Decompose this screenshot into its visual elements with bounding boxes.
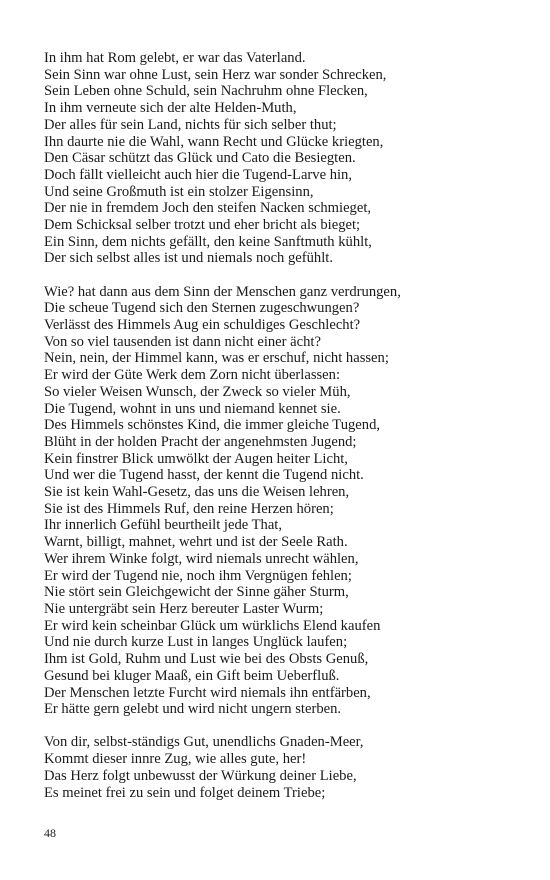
verse-line: Er wird der Güte Werk dem Zorn nicht überlassen: bbox=[44, 367, 341, 384]
stanza bbox=[44, 734, 514, 801]
verse-line: Von so viel tausenden ist dann nicht einer ächt? bbox=[44, 333, 321, 350]
stanza bbox=[44, 284, 514, 718]
verse-line: Doch fällt vielleicht auch hier die Tugend-Larve hin, bbox=[44, 166, 353, 183]
verse-line: Des Himmels schönstes Kind, die immer gleiche Tugend, bbox=[44, 417, 381, 434]
verse-line: Ihn daurte nie die Wahl, wann Recht und Glücke kriegten, bbox=[44, 133, 384, 150]
verse-line: Die scheue Tugend sich den Sternen zugeschwungen? bbox=[44, 300, 360, 317]
verse-line: Nie stört sein Gleichgewicht der Sinne gäher Sturm, bbox=[44, 584, 349, 601]
verse-line: Sein Sinn war ohne Lust, sein Herz war sonder Schrecken, bbox=[44, 66, 387, 83]
verse-line: Ein Sinn, dem nichts gefällt, den keine Sanftmuth kühlt, bbox=[44, 233, 372, 250]
verse-line: Der sich selbst alles ist und niemals noch gefühlt. bbox=[44, 250, 333, 267]
verse-line: Es meinet frei zu sein und folget deinem Triebe; bbox=[44, 784, 326, 801]
poem-body bbox=[44, 50, 514, 818]
verse-line: Der nie in fremdem Joch den steifen Nacken schmieget, bbox=[44, 200, 372, 217]
verse-line: Kommt dieser innre Zug, wie alles gute, her! bbox=[44, 751, 307, 768]
verse-line: Und seine Großmuth ist ein stolzer Eigensinn, bbox=[44, 183, 314, 200]
verse-line: Gesund bei kluger Maaß, ein Gift beim Ueberfluß. bbox=[44, 667, 340, 684]
verse-line: Von dir, selbst-ständigs Gut, unendlichs Gnaden-Meer, bbox=[44, 734, 364, 751]
verse-line: So vieler Weisen Wunsch, der Zweck so vieler Müh, bbox=[44, 383, 351, 400]
verse-line: Der Menschen letzte Furcht wird niemals ihn entfärben, bbox=[44, 684, 371, 701]
verse-line: Die Tugend, wohnt in uns und niemand kennet sie. bbox=[44, 400, 341, 417]
verse-line: Wer ihrem Winke folgt, wird niemals unrecht wählen, bbox=[44, 550, 359, 567]
verse-line: Der alles für sein Land, nichts für sich selber thut; bbox=[44, 116, 337, 133]
verse-line: Ihr innerlich Gefühl beurtheilt jede That, bbox=[44, 517, 283, 534]
verse-line: Und wer die Tugend hasst, der kennt die Tugend nicht. bbox=[44, 467, 364, 484]
page-number: 48 bbox=[44, 826, 56, 840]
verse-line: Warnt, billigt, mahnet, wehrt und ist der Seele Rath. bbox=[44, 534, 348, 551]
stanza bbox=[44, 50, 514, 267]
verse-line: Nie untergräbt sein Herz bereuter Laster Wurm; bbox=[44, 601, 324, 617]
verse-line: Er hätte gern gelebt und wird nicht ungern sterben. bbox=[44, 701, 342, 718]
verse-line: Und nie durch kurze Lust in langes Unglück laufen; bbox=[44, 634, 348, 651]
verse-line: Das Herz folgt unbewusst der Würkung deiner Liebe, bbox=[44, 767, 357, 784]
verse-line: Kein finstrer Blick umwölkt der Augen heiter Licht, bbox=[44, 450, 348, 467]
verse-line: Sie ist kein Wahl-Gesetz, das uns die Weisen lehren, bbox=[44, 484, 350, 501]
verse-line: Dem Schicksal selber trotzt und eher bricht als bieget; bbox=[44, 217, 361, 234]
verse-line: Verlässt des Himmels Aug ein schuldiges Geschlecht? bbox=[44, 317, 361, 334]
verse-line: Sie ist des Himmels Ruf, den reine Herzen hören; bbox=[44, 500, 334, 517]
verse-line: Sein Leben ohne Schuld, sein Nachruhm ohne Flecken, bbox=[44, 83, 368, 100]
verse-line: In ihm hat Rom gelebt, er war das Vaterland. bbox=[44, 50, 306, 66]
verse-line: In ihm verneute sich der alte Helden-Muth, bbox=[44, 100, 297, 117]
verse-line: Wie? hat dann aus dem Sinn der Menschen ganz verdrungen, bbox=[44, 283, 401, 300]
verse-line: Blüht in der holden Pracht der angenehmsten Jugend; bbox=[44, 433, 357, 450]
verse-line: Nein, nein, der Himmel kann, was er erschuf, nicht hassen; bbox=[44, 350, 389, 367]
verse-line: Den Cäsar schützt das Glück und Cato die Besiegten. bbox=[44, 150, 356, 167]
verse-line: Er wird der Tugend nie, noch ihm Vergnügen fehlen; bbox=[44, 567, 352, 584]
verse-line: Er wird kein scheinbar Glück um würklichs Elend kaufen bbox=[44, 617, 381, 634]
verse-line: Ihm ist Gold, Ruhm und Lust wie bei des Obsts Genuß, bbox=[44, 651, 369, 668]
